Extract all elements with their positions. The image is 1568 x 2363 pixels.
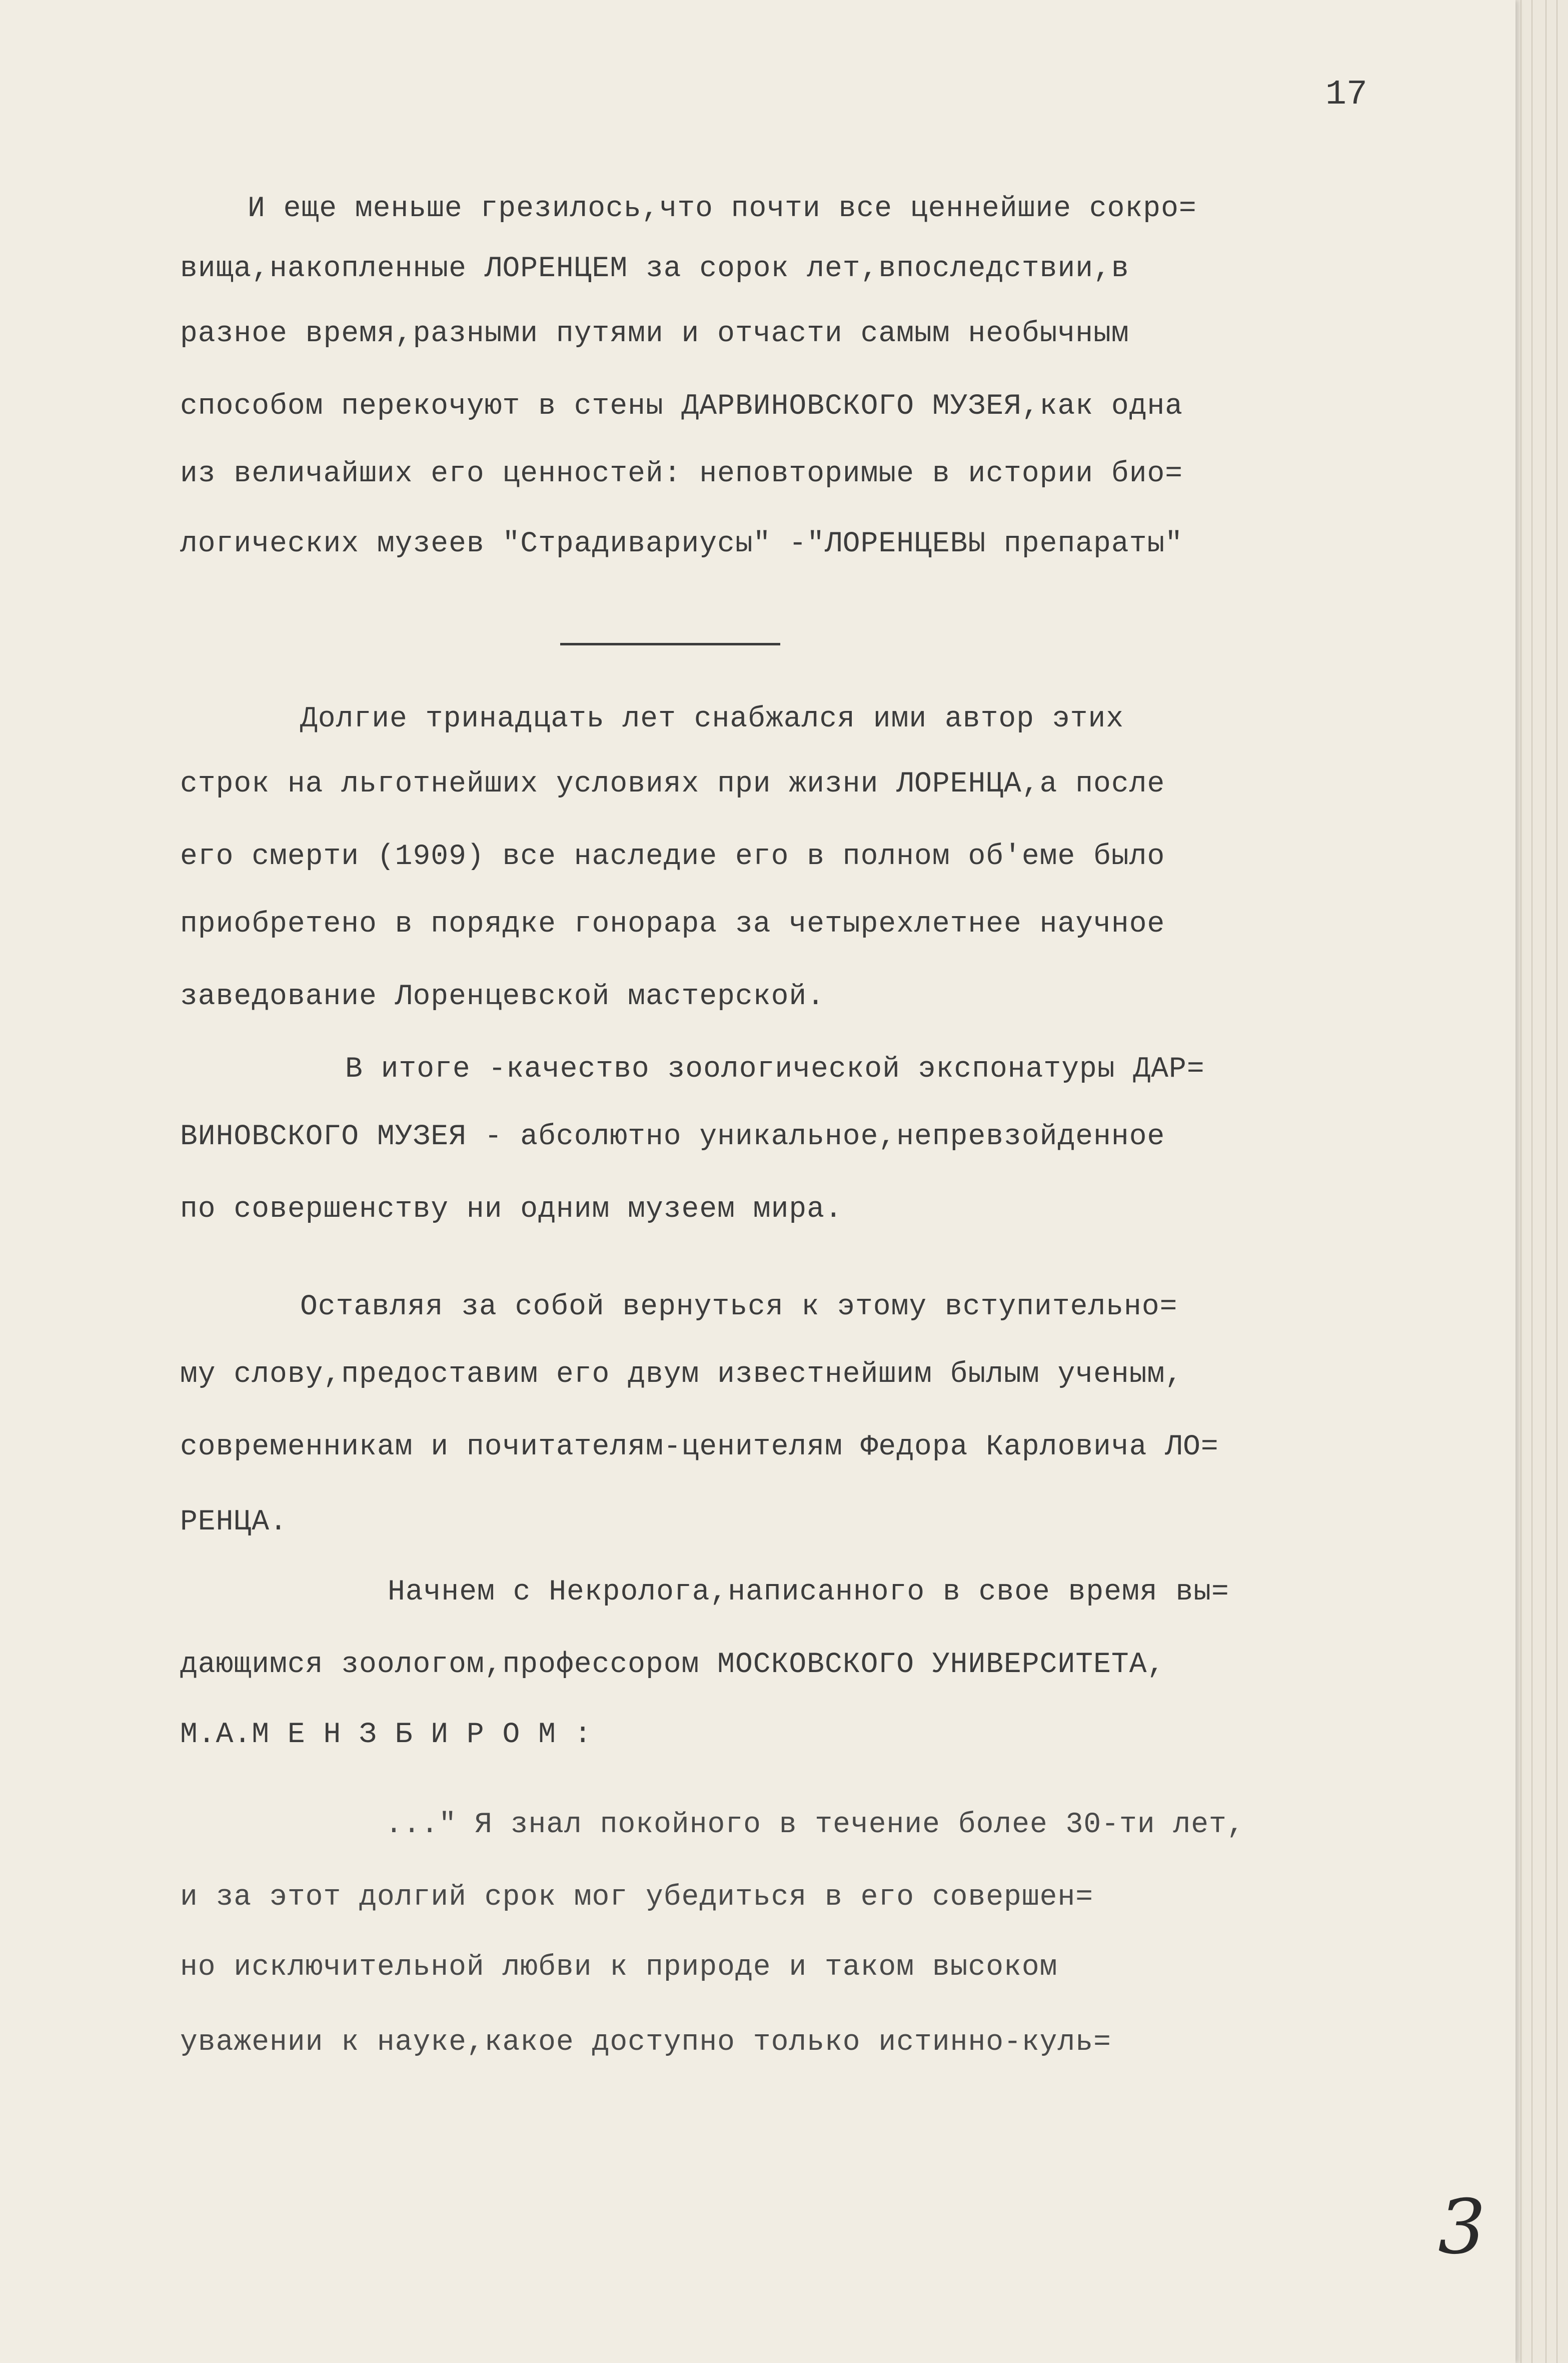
stacked-page-edge: [1531, 0, 1532, 2363]
text-line: В итоге -качество зоологической экспонатуры ДАР=: [345, 1053, 1205, 1086]
handwritten-mark: 3: [1438, 2184, 1486, 2271]
text-line: ВИНОВСКОГО МУЗЕЯ - абсолютно уникальное,непревзойденное: [180, 1121, 1165, 1153]
text-line: Оставляя за собой вернуться к этому вступительно=: [300, 1291, 1178, 1323]
text-line: строк на льготнейших условиях при жизни ЛОРЕНЦА,а после: [180, 768, 1165, 801]
text-line: дающимся зоологом,профессором МОСКОВСКОГО УНИВЕРСИТЕТА,: [180, 1649, 1165, 1681]
text-line: М.А.М Е Н З Б И Р О М :: [180, 1719, 592, 1751]
page-number: 17: [1325, 75, 1368, 115]
text-line: его смерти (1909) все наследие его в полном об'еме было: [180, 841, 1165, 873]
separator-line: [560, 643, 780, 645]
stacked-page-edge: [1556, 0, 1557, 2363]
stacked-page-edge: [1520, 0, 1521, 2363]
text-line: ..." Я знал покойного в течение более 30-ти лет,: [385, 1809, 1245, 1841]
text-line: Долгие тринадцать лет снабжался ими автор этих: [300, 703, 1124, 735]
text-line: Начнем с Некролога,написанного в свое время вы=: [388, 1576, 1229, 1609]
text-line: из величайших его ценностей: неповторимые в истории био=: [180, 458, 1183, 490]
text-line: логических музеев "Страдивариусы" -"ЛОРЕНЦЕВЫ препараты": [180, 528, 1183, 560]
text-line: вища,накопленные ЛОРЕНЦЕМ за сорок лет,впоследствии,в: [180, 253, 1129, 285]
text-line: И еще меньше грезилось,что почти все ценнейшие сокро=: [248, 193, 1197, 225]
text-line: РЕНЦА.: [180, 1506, 288, 1538]
text-line: му слову,предоставим его двум известнейшим былым ученым,: [180, 1358, 1183, 1391]
text-line: заведование Лоренцевской мастерской.: [180, 981, 825, 1013]
text-line: современникам и почитателям-ценителям Федора Карловича ЛО=: [180, 1431, 1219, 1463]
text-line: способом перекочуют в стены ДАРВИНОВСКОГО МУЗЕЯ,как одна: [180, 390, 1183, 423]
text-line: разное время,разными путями и отчасти самым необычным: [180, 318, 1129, 350]
text-line: и за этот долгий срок мог убедиться в его совершен=: [180, 1881, 1094, 1914]
text-line: приобретено в порядке гонорара за четырехлетнее научное: [180, 908, 1165, 941]
stacked-page-edge: [1545, 0, 1546, 2363]
text-line: по совершенству ни одним музеем мира.: [180, 1193, 843, 1226]
text-line: но исключительной любви к природе и таком высоком: [180, 1951, 1058, 1984]
text-line: уважении к науке,какое доступно только истинно-куль=: [180, 2026, 1111, 2059]
